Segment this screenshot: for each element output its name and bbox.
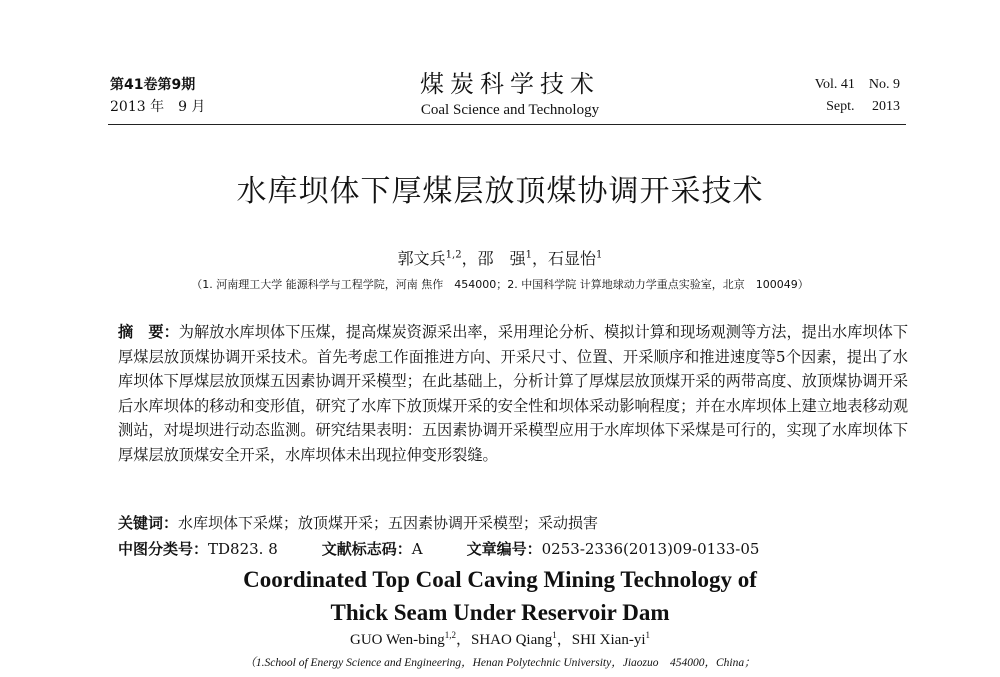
- author-affiliation-mark-en: 1: [645, 630, 650, 640]
- article-title-en: [0, 563, 1000, 629]
- author-affiliation-mark-en: 1,2: [444, 630, 456, 640]
- clc-value: TD823. 8: [208, 540, 278, 558]
- author-affiliation-mark-en: 1: [552, 630, 557, 640]
- header-divider: [108, 124, 906, 125]
- header-volume-en: Vol. 41 No. 9: [814, 77, 900, 92]
- author-affiliation-mark: 1: [595, 249, 603, 261]
- journal-name-cn: 煤炭科学技术: [420, 70, 600, 98]
- article-title-cn: 水库坝体下厚煤层放顶煤协调开采技术: [236, 174, 764, 209]
- header-date-cn: 2013 年 9 月: [110, 99, 206, 115]
- keywords-text: 水库坝体下采煤；放顶煤开采；五因素协调开采模型；采动损害: [178, 514, 599, 532]
- author-name-en: GUO Wen-bing: [349, 632, 445, 648]
- header-volume-cn: 第41卷第9期: [110, 77, 196, 93]
- author-name: ，石显怡: [531, 249, 596, 268]
- keywords-label: 关键词：: [118, 514, 179, 532]
- authors-cn: [0, 248, 1000, 270]
- header-date-en: Sept. 2013: [826, 99, 900, 114]
- article-title-en-line1: Coordinated Top Coal Caving Mining Technology of: [243, 567, 757, 592]
- journal-name-en: Coal Science and Technology: [420, 102, 600, 118]
- keywords-cn: [118, 512, 908, 534]
- doc-code-label: 文献标志码：: [321, 540, 412, 558]
- journal-name: [360, 68, 660, 120]
- article-title-en-line2: Thick Seam Under Reservoir Dam: [330, 600, 670, 625]
- author-affiliation-mark: 1: [525, 249, 532, 261]
- author-name-en: ，SHI Xian-yi: [556, 632, 646, 648]
- authors-en: [0, 630, 1000, 650]
- author-name-en: ，SHAO Qiang: [456, 632, 553, 648]
- author-name: ，邵 强: [461, 249, 526, 268]
- author-affiliation-mark: 1,2: [445, 249, 462, 261]
- abstract-text: 为解放水库坝体下压煤，提高煤炭资源采出率，采用理论分析、模拟计算和现场观测等方法，提出水库坝体下厚煤层放顶煤协调开采技术。首先考虑工作面推进方向、开采尺寸、位置、开采顺序和推进速度等5个因素，提出了水库坝体下厚煤层放顶煤五因素协调开采模型；在此基础上，分析计算了厚煤层放顶煤开采的两带高度、放顶煤协调开采后水库坝体的移动和变形值，研究了水库下放顶煤开采的安全性和坝体采动影响程度；并在水库坝体上建立地表移动观测站，对堤坝进行动态监测。研究结果表明：五因素协调开采模型应用于水库坝体下采煤是可行的，实现了水库坝体下厚煤层放顶煤安全开采，水库坝体未出现拉伸变形裂缝。: [118, 323, 909, 464]
- header-left: [110, 74, 205, 118]
- author-name: 郭文兵: [397, 249, 446, 268]
- header-right: [815, 74, 900, 118]
- clc-label: 中图分类号：: [118, 540, 209, 558]
- article-number-label: 文章编号：: [466, 540, 542, 558]
- article-number-value: 0253-2336(2013)09-0133-05: [541, 540, 760, 558]
- affiliation-cn: （1. 河南理工大学 能源科学与工程学院，河南 焦作 454000；2. 中国科学院 计算地球动力学重点实验室，北京 100049）: [191, 278, 809, 291]
- affiliation-en: （1.School of Energy Science and Engineering，Henan Polytechnic University，Jiaozuo 454000，China；: [244, 657, 756, 669]
- classification-line: [118, 538, 908, 560]
- doc-code-value: A: [411, 540, 423, 558]
- abstract-cn: [118, 320, 908, 467]
- abstract-label: 摘 要：: [118, 323, 179, 341]
